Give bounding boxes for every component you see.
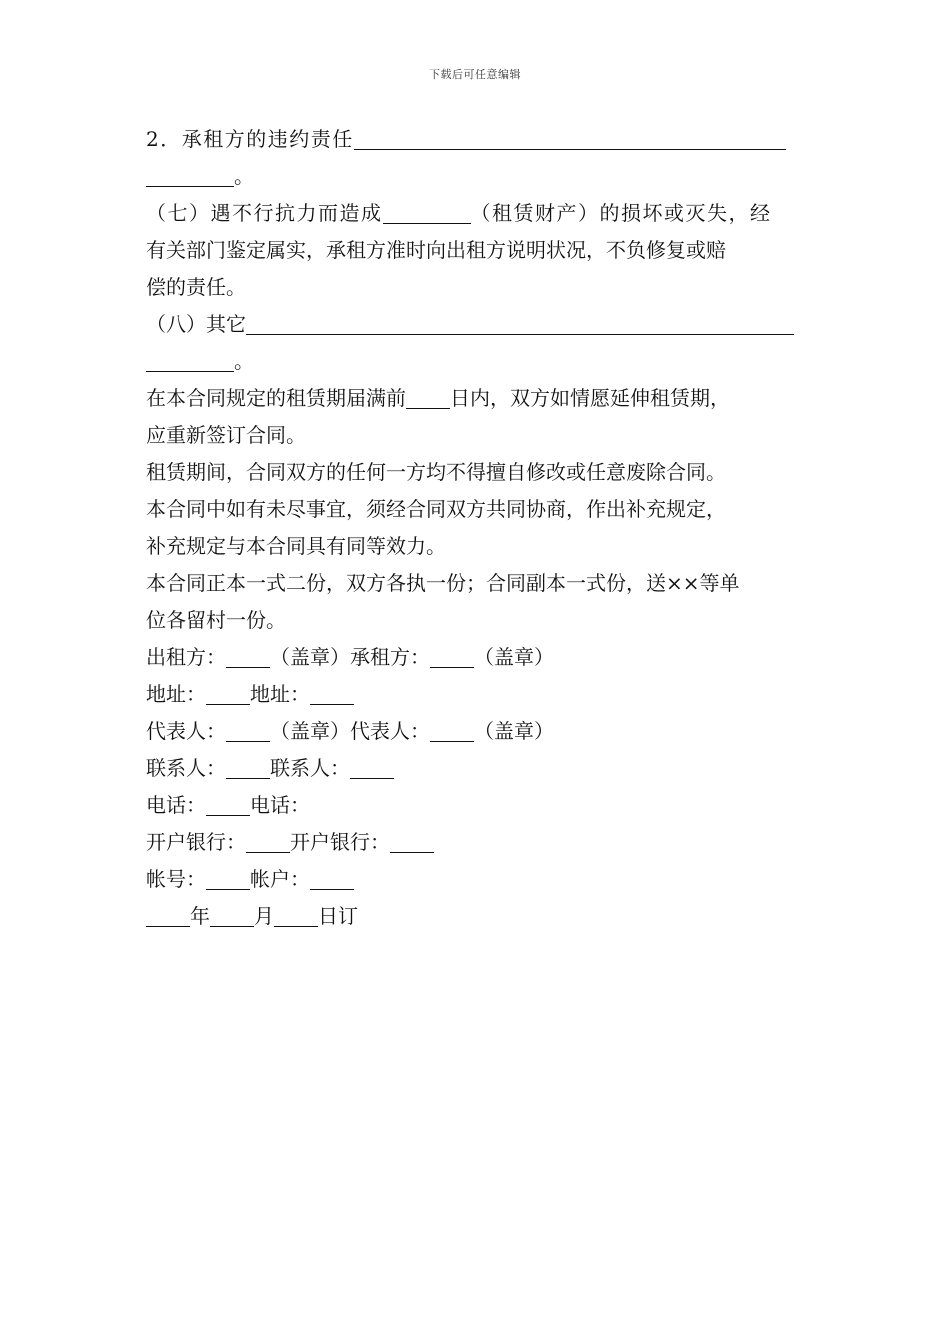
text-fragment: （盖章） — [474, 719, 554, 743]
text-fragment: （盖章）承租方： — [270, 645, 430, 669]
blank-field — [226, 719, 270, 742]
clause-eight — [146, 306, 808, 343]
text-fragment: 地址： — [250, 682, 310, 706]
text-fragment: 开户银行： — [146, 830, 246, 854]
blank-field — [146, 904, 190, 927]
text-fragment: 电话： — [146, 793, 206, 817]
blank-field — [246, 830, 290, 853]
blank-field — [354, 127, 786, 150]
text-fragment: 联系人： — [146, 756, 226, 780]
text-fragment: 帐户： — [250, 867, 310, 891]
text-fragment: 联系人： — [270, 756, 350, 780]
clause-seven-line-2 — [146, 232, 808, 269]
blank-field — [383, 201, 471, 224]
copies-clause-line-1 — [146, 565, 808, 602]
text-fragment: 帐号： — [146, 867, 206, 891]
blank-field — [206, 793, 250, 816]
blank-field — [406, 386, 450, 409]
signature-phone — [146, 787, 808, 824]
page-header: 下载后可任意编辑 — [429, 68, 521, 81]
blank-field — [206, 867, 250, 890]
document-body — [146, 121, 808, 935]
text-fragment: 开户银行： — [290, 830, 390, 854]
renewal-clause-line-1 — [146, 380, 808, 417]
signature-address — [146, 676, 808, 713]
text-fragment: 地址： — [146, 682, 206, 706]
blank-field — [350, 756, 394, 779]
text-fragment: （八）其它 — [146, 312, 246, 336]
text-fragment: 日订 — [318, 904, 358, 928]
blank-field — [310, 682, 354, 705]
signature-representative — [146, 713, 808, 750]
blank-field — [274, 904, 318, 927]
blank-field — [226, 645, 270, 668]
text-fragment: 本合同中如有未尽事宜，须经合同双方共同协商，作出补充规定， — [146, 497, 726, 521]
clause-seven-line-3 — [146, 269, 808, 306]
blank-field — [226, 756, 270, 779]
blank-field — [246, 312, 794, 335]
no-modification-clause — [146, 454, 808, 491]
text-fragment: 出租方： — [146, 645, 226, 669]
signature-account — [146, 861, 808, 898]
blank-field — [430, 645, 474, 668]
clause-breach-liability — [146, 121, 808, 158]
renewal-clause-line-2 — [146, 417, 808, 454]
text-fragment: 本合同正本一式二份，双方各执一份；合同副本一式份，送××等单 — [146, 571, 740, 595]
clause-seven-line-1 — [146, 195, 808, 232]
text-fragment: 代表人： — [146, 719, 226, 743]
text-fragment: 年 — [190, 904, 210, 928]
text-fragment: 2．承租方的违约责任 — [146, 127, 354, 151]
blank-field — [310, 867, 354, 890]
text-fragment: 。 — [234, 164, 254, 188]
blank-field — [390, 830, 434, 853]
signature-parties — [146, 639, 808, 676]
blank-field — [146, 164, 234, 187]
text-fragment: 。 — [234, 349, 254, 373]
text-fragment: 日内，双方如情愿延伸租赁期， — [450, 386, 730, 410]
signature-contact — [146, 750, 808, 787]
text-fragment: 应重新签订合同。 — [146, 423, 306, 447]
text-fragment: 有关部门鉴定属实，承租方准时向出租方说明状况，不负修复或赔 — [146, 238, 726, 262]
copies-clause-line-2 — [146, 602, 808, 639]
supplement-clause-line-1 — [146, 491, 808, 528]
text-fragment: （盖章）代表人： — [270, 719, 430, 743]
text-fragment: 偿的责任。 — [146, 275, 246, 299]
text-fragment: 位各留村一份。 — [146, 608, 286, 632]
text-fragment: （七）遇不行抗力而造成 — [146, 201, 383, 225]
clause-eight-cont — [146, 343, 808, 380]
text-fragment: 补充规定与本合同具有同等效力。 — [146, 534, 446, 558]
text-fragment: （租赁财产）的损坏或灭失，经 — [470, 201, 772, 225]
text-fragment: 电话： — [250, 793, 310, 817]
clause-breach-liability-cont — [146, 158, 808, 195]
signature-bank — [146, 824, 808, 861]
blank-field — [146, 349, 234, 372]
text-fragment: 租赁期间，合同双方的任何一方均不得擅自修改或任意废除合同。 — [146, 460, 726, 484]
blank-field — [210, 904, 254, 927]
signature-date — [146, 898, 808, 935]
text-fragment: （盖章） — [474, 645, 554, 669]
blank-field — [430, 719, 474, 742]
text-fragment: 在本合同规定的租赁期届满前 — [146, 386, 406, 410]
text-fragment: 月 — [254, 904, 274, 928]
supplement-clause-line-2 — [146, 528, 808, 565]
blank-field — [206, 682, 250, 705]
